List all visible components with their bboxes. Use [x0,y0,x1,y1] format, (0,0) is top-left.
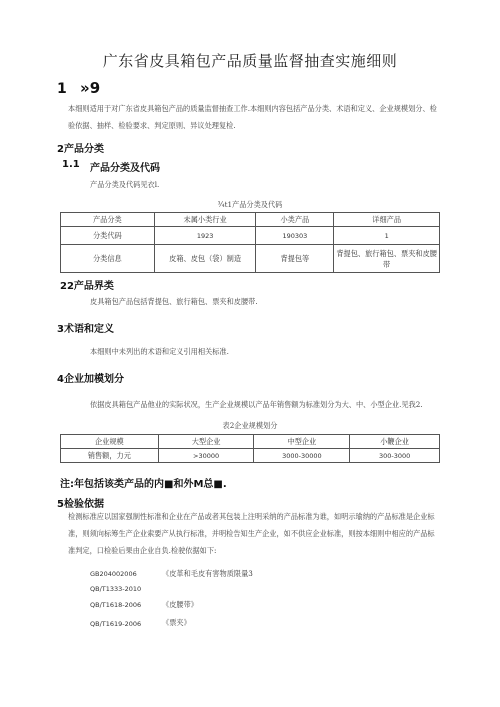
table-1-caption: ¾t1产品分类及代码 [217,200,283,209]
intro-paragraph: 本细则适用于对广东省皮具箱包产品的质量监督抽查工作.本细则内容包括产品分类、术语和定义、企业规模划分、检验依据、抽样、检验要求、判定原则、异议处理复检. [68,104,437,130]
standard-code: QB/T1618-2006 [90,601,142,609]
section-5-paragraph: 检测标准应以国家强制性标准和企业在产品或者其包装上注明采纳的产品标准为谁，如明示瑜纳的产品标准是企业标准，则须向标筹生产企业索要产从执行标准，并明检告知生产企业，如不供应企业标准，则按本细则中相应的产品标准判定，口检验后果由企业自负.检驶依据如下: [68,512,435,555]
table-2-note: 注:年包括该类产品的内■和外M总■. [60,479,227,490]
standard-name: 《皮腰带》 [162,600,198,609]
table-cell: 小鞭企业 [350,435,440,449]
section-4-heading: 4企业加模划分 [57,374,124,385]
standard-code: QB/T1619-2006 [90,620,142,628]
section-2-heading: 2产品分类 [57,144,104,155]
table-1-info-row [61,245,440,273]
section-3-heading: 3术语和定义 [57,324,114,335]
section-1-heading: »9 [80,79,101,97]
table-cell: >30000 [158,449,254,463]
table-2-data-row [61,449,440,463]
table-cell: 3000-30000 [254,449,350,463]
table-cell: 背提包、旅行箱包、票夹和皮腰带 [334,245,440,273]
section-3-text: 本细则中未列出的术语和定义引用相关标准. [90,347,229,356]
table-2-caption: 表2企业规模划分 [222,421,278,430]
table-1-header-row [61,213,440,227]
table-cell: 销售额，力元 [61,449,159,463]
table-cell: 皮箱、皮包（袋）制造 [154,245,256,273]
table-cell: 大型企业 [158,435,254,449]
table-2-header-row [61,435,440,449]
section-2-1-heading: 产品分类及代码 [90,163,160,174]
section-4-text: 依据皮具箱包产品他业的实际状况，生产企业规模以产品年销售额为标准划分为大、中、小型企业.见我2. [90,400,423,409]
page-title: 广东省皮具箱包产品质量监督抽查实施细则 [102,52,398,70]
standard-name: 《票夹》 [162,618,191,627]
table-cell: 分类代码 [61,227,155,245]
enterprise-scale-table [60,434,440,463]
section-1-number: 1 [57,81,67,97]
section-2-2-heading: 22产品界类 [60,281,114,292]
table-cell: 小类产品 [256,213,334,227]
section-5-heading: 5检验依据 [57,499,104,510]
table-cell: 背提包等 [256,245,334,273]
table-cell: 190303 [256,227,334,245]
table-cell: 分类信息 [61,245,155,273]
standard-name: 《皮革和毛皮有害物质限量3 [162,569,253,578]
table-cell: 1 [334,227,440,245]
section-2-1-text: 产品分类及代码见衣l. [90,180,160,189]
section-2-2-text: 皮具箱包产品包括背提包、旅行箱包、票夹和皮腰带. [90,297,258,306]
table-cell: 300-3000 [350,449,440,463]
table-1-code-row [61,227,440,245]
table-cell: 详细产品 [334,213,440,227]
section-2-1-number: 1.1 [62,159,80,170]
table-cell: 1923 [154,227,256,245]
table-cell: 企业规模 [61,435,159,449]
table-cell: 未属小类行业 [154,213,256,227]
table-cell: 中型企业 [254,435,350,449]
table-cell: 产品分类 [61,213,155,227]
standard-code: QB/T1333-2010 [90,585,142,593]
standard-code: GB204002006 [90,570,137,578]
product-classification-table [60,212,440,273]
